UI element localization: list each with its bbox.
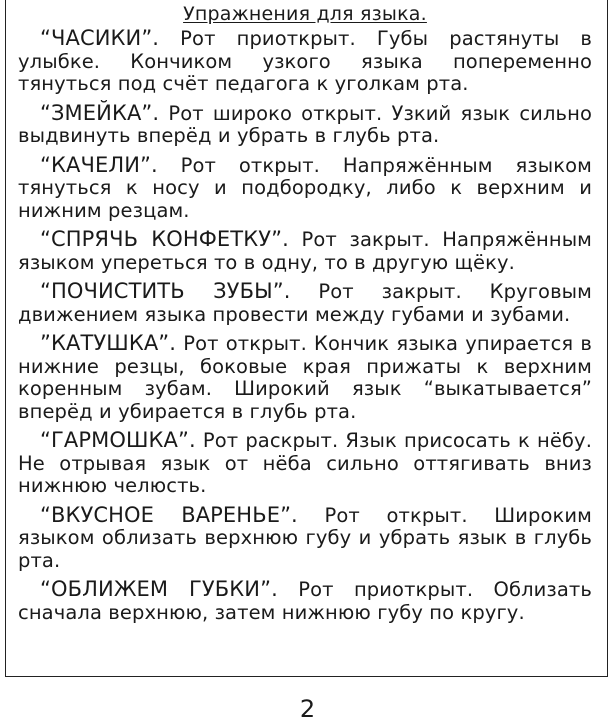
exercise-name: “СПРЯЧЬ КОНФЕТКУ”. [40, 227, 289, 251]
exercise-name: “ВКУСНОЕ ВАРЕНЬЕ”. [40, 502, 298, 527]
exercise-text: Рот закрыт. Напряжённым языком упереться то в одну, то в другую щёку. [18, 228, 592, 274]
exercise-text: Рот закрыт. Круговым движением языка провести между губами и зубами. [18, 280, 592, 326]
document-body [18, 2, 592, 630]
exercise-chasiki [18, 27, 592, 96]
exercise-spryach-konfetku [18, 228, 592, 274]
exercise-garmoshka [18, 429, 592, 498]
exercise-text: Рот открыт. Широким языком облизать верхнюю губу и убрать язык в глубь рта. [18, 503, 592, 572]
exercise-text: Рот открыт. Кончик языка упирается в нижние резцы, боковые края прижаты к верхним коренным зубам. Широкий язык “выкатывается” вперёд и убирается в глубь рта. [18, 332, 592, 423]
exercise-name: “ПОЧИСТИТЬ ЗУБЫ”. [40, 279, 291, 303]
exercise-kacheli [18, 154, 592, 223]
exercise-text: Рот широко открыт. Узкий язык сильно выдвинуть вперёд и убрать в глубь рта. [18, 101, 592, 147]
exercise-vkusnoe-varenie [18, 504, 592, 573]
exercise-katushka [18, 332, 592, 423]
exercise-name: “ОБЛИЖЕМ ГУБКИ”. [40, 577, 278, 601]
exercise-name: “ЗМЕЙКА”. [40, 100, 160, 125]
exercise-name: ”КАТУШКА”. [40, 331, 177, 355]
exercise-text: Рот приоткрыт. Губы растянуты в улыбке. Кончиком узкого языка попеременно тянуться под счёт педагога к уголкам рта. [18, 27, 592, 95]
exercise-pochistit-zuby [18, 280, 592, 326]
exercise-text: Рот раскрыт. Язык присосать к нёбу. Не отрывая язык от нёба сильно оттягивать вниз нижнюю челюсть. [18, 429, 592, 497]
page-number: 2 [299, 695, 316, 723]
exercise-zmeika [18, 102, 592, 148]
exercise-name: “ЧАСИКИ”. [40, 26, 160, 50]
exercise-name: “ГАРМОШКА”. [40, 428, 196, 452]
exercise-name: “КАЧЕЛИ”. [40, 152, 158, 177]
page-title: Упражнения для языка. [183, 3, 427, 25]
exercise-text: Рот открыт. Напряжённым языком тянуться к носу и подбородку, либо к верхним и нижним резцам. [18, 153, 592, 222]
exercise-oblizhem-gubki [18, 578, 592, 624]
exercise-text: Рот приоткрыт. Облизать сначала верхнюю, затем нижнюю губу по кругу. [18, 578, 592, 624]
